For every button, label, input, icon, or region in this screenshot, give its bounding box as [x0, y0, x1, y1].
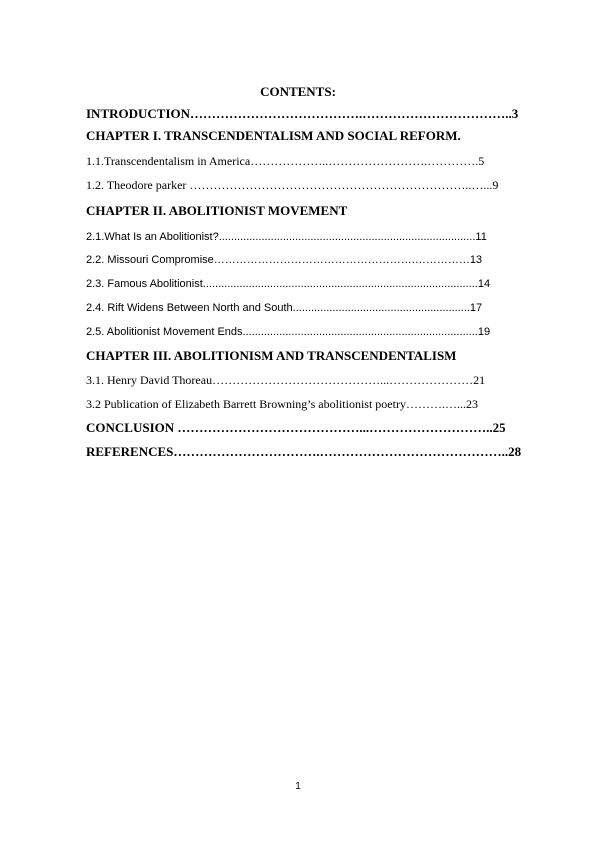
toc-entry-2-4 — [86, 299, 552, 316]
toc-entry-conclusion: CONCLUSION ……………………………………...………………………..25 — [86, 420, 506, 435]
toc-chapter-3: CHAPTER III. ABOLITIONISM AND TRANSCENDENTALISM — [86, 348, 457, 363]
toc-entry-1-2: 1.2. Theodore parker ……………………………………………………………..…...9 — [86, 178, 499, 192]
toc-entry-2-3 — [86, 275, 552, 292]
toc-entry-references: REFERENCES…………………………….……………………………………..28 — [86, 444, 522, 459]
toc-entry-1-1: 1.1.Transcendentalism in America………………..…………………….………….5 — [86, 154, 485, 168]
toc-entry-introduction: INTRODUCTION………………………………….……………………………..3 — [86, 106, 519, 121]
toc-entry-2-2-text: 2.2. Missouri Compromise……………………………………………….……………13 — [86, 254, 483, 266]
toc-entry-3-1: 3.1. Henry David Thoreau……………………………………...…………………21 — [86, 373, 486, 387]
contents-heading: CONTENTS: — [260, 84, 336, 99]
toc-entry-2-1-text: 2.1.What Is an Abolitionist?....................................................................................11 — [86, 231, 487, 243]
toc-entry-2-4-text: 2.4. Rift Widens Between North and South..........................................................17 — [86, 302, 483, 314]
toc-entry-3-2: 3.2 Publication of Elizabeth Barrett Browning’s abolitionist poetry……….…...23 — [86, 397, 478, 411]
toc-entry-2-5-text: 2.5. Abolitionist Movement Ends.............................................................................19 — [86, 326, 491, 338]
page-number: 1 — [295, 781, 301, 792]
toc-entry-2-5 — [86, 323, 552, 340]
toc-entry-2-1 — [86, 228, 552, 245]
toc-entry-2-2 — [86, 251, 552, 268]
toc-chapter-2: CHAPTER II. ABOLITIONIST MOVEMENT — [86, 203, 348, 218]
toc-chapter-1: CHAPTER I. TRANSCENDENTALISM AND SOCIAL REFORM. — [86, 128, 461, 143]
toc-entry-2-3-text: 2.3. Famous Abolitionist..........................................................................................14 — [86, 278, 491, 290]
